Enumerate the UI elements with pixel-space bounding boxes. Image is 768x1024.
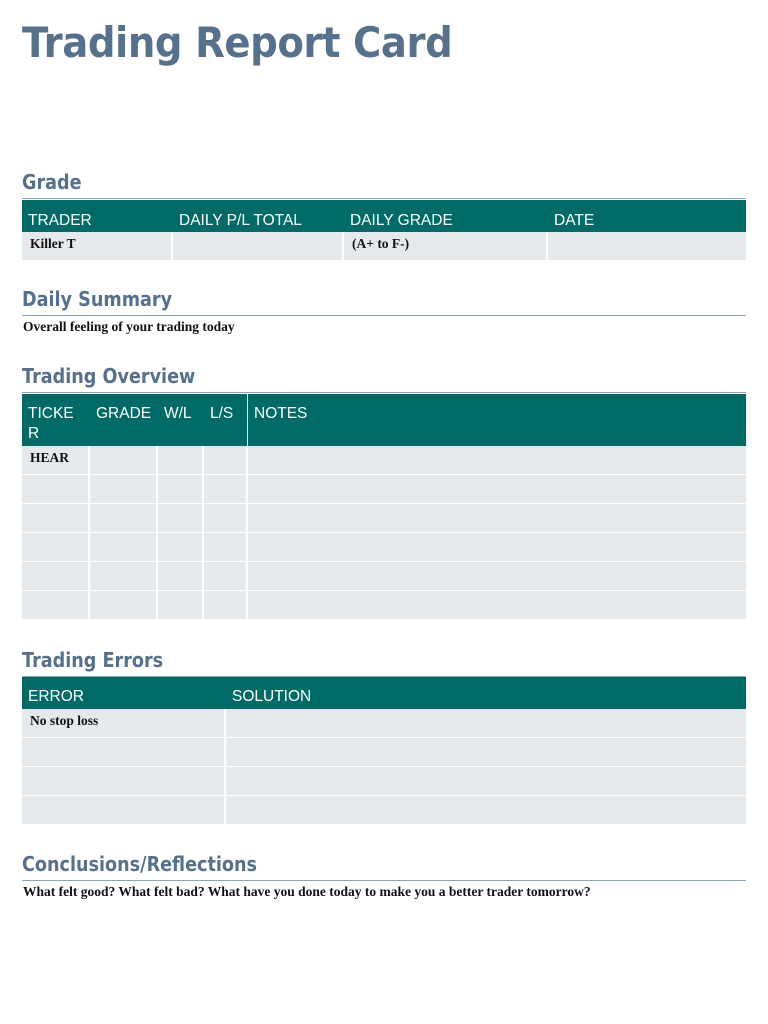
table-row [22,709,746,738]
column-header-date: DATE [548,200,746,232]
wl-cell[interactable] [158,591,204,620]
notes-cell[interactable] [248,446,746,475]
notes-cell[interactable] [248,504,746,533]
grade-cell[interactable] [90,591,158,620]
ticker-cell[interactable] [22,475,90,504]
section-heading-daily-summary: Daily Summary [22,287,746,316]
table-row [22,446,746,475]
column-header-trader: TRADER [22,200,173,232]
column-header-notes: NOTES [248,394,746,446]
table-row [22,738,746,767]
solution-cell[interactable] [226,767,746,796]
notes-cell[interactable] [248,475,746,504]
section-heading-trading-overview: Trading Overview [22,364,746,393]
section-heading-trading-errors: Trading Errors [22,648,746,677]
table-row [22,767,746,796]
ls-cell[interactable] [204,562,248,591]
solution-cell[interactable] [226,709,746,738]
grade-cell[interactable] [90,475,158,504]
column-header-wl: W/L [158,394,204,446]
error-cell[interactable] [22,796,226,825]
ticker-cell[interactable] [22,504,90,533]
column-header-ticker: TICKE R [22,394,90,446]
error-cell[interactable] [22,738,226,767]
wl-cell[interactable] [158,446,204,475]
wl-cell[interactable] [158,562,204,591]
daily-summary-prompt: Overall feeling of your trading today [23,319,235,334]
section-heading-grade: Grade [22,170,746,199]
table-row [22,475,746,504]
grade-cell[interactable] [90,533,158,562]
daily-pl-total-cell[interactable] [173,232,344,261]
solution-cell[interactable] [226,738,746,767]
table-row [22,562,746,591]
table-row [22,533,746,562]
notes-cell[interactable] [248,591,746,620]
date-cell[interactable] [548,232,746,261]
daily-grade-cell[interactable]: (A+ to F-) [344,232,548,261]
ticker-cell[interactable]: HEAR [22,446,90,475]
table-row [22,232,746,261]
section-heading-conclusions: Conclusions/Reflections [22,852,746,881]
grade-table [22,200,746,261]
notes-cell[interactable] [248,562,746,591]
error-cell[interactable] [22,767,226,796]
ls-cell[interactable] [204,591,248,620]
table-row [22,591,746,620]
trading-overview-table [22,394,746,620]
solution-cell[interactable] [226,796,746,825]
error-cell[interactable]: No stop loss [22,709,226,738]
ticker-cell[interactable] [22,562,90,591]
column-header-daily-pl-total: DAILY P/L TOTAL [173,200,344,232]
wl-cell[interactable] [158,475,204,504]
ls-cell[interactable] [204,475,248,504]
table-row [22,796,746,825]
wl-cell[interactable] [158,504,204,533]
column-header-daily-grade: DAILY GRADE [344,200,548,232]
grade-cell[interactable] [90,446,158,475]
trader-cell[interactable]: Killer T [22,232,173,261]
notes-cell[interactable] [248,533,746,562]
ticker-cell[interactable] [22,533,90,562]
ls-cell[interactable] [204,446,248,475]
column-header-solution: SOLUTION [226,677,746,709]
column-header-grade: GRADE [90,394,158,446]
grade-cell[interactable] [90,504,158,533]
ls-cell[interactable] [204,504,248,533]
ticker-cell[interactable] [22,591,90,620]
table-row [22,504,746,533]
trading-errors-table [22,677,746,825]
ls-cell[interactable] [204,533,248,562]
grade-cell[interactable] [90,562,158,591]
column-header-error: ERROR [22,677,226,709]
conclusions-prompt: What felt good? What felt bad? What have you done today to make you a better trader tomorrow? [23,884,591,899]
page-title: Trading Report Card [22,18,453,67]
column-header-ls: L/S [204,394,248,446]
wl-cell[interactable] [158,533,204,562]
